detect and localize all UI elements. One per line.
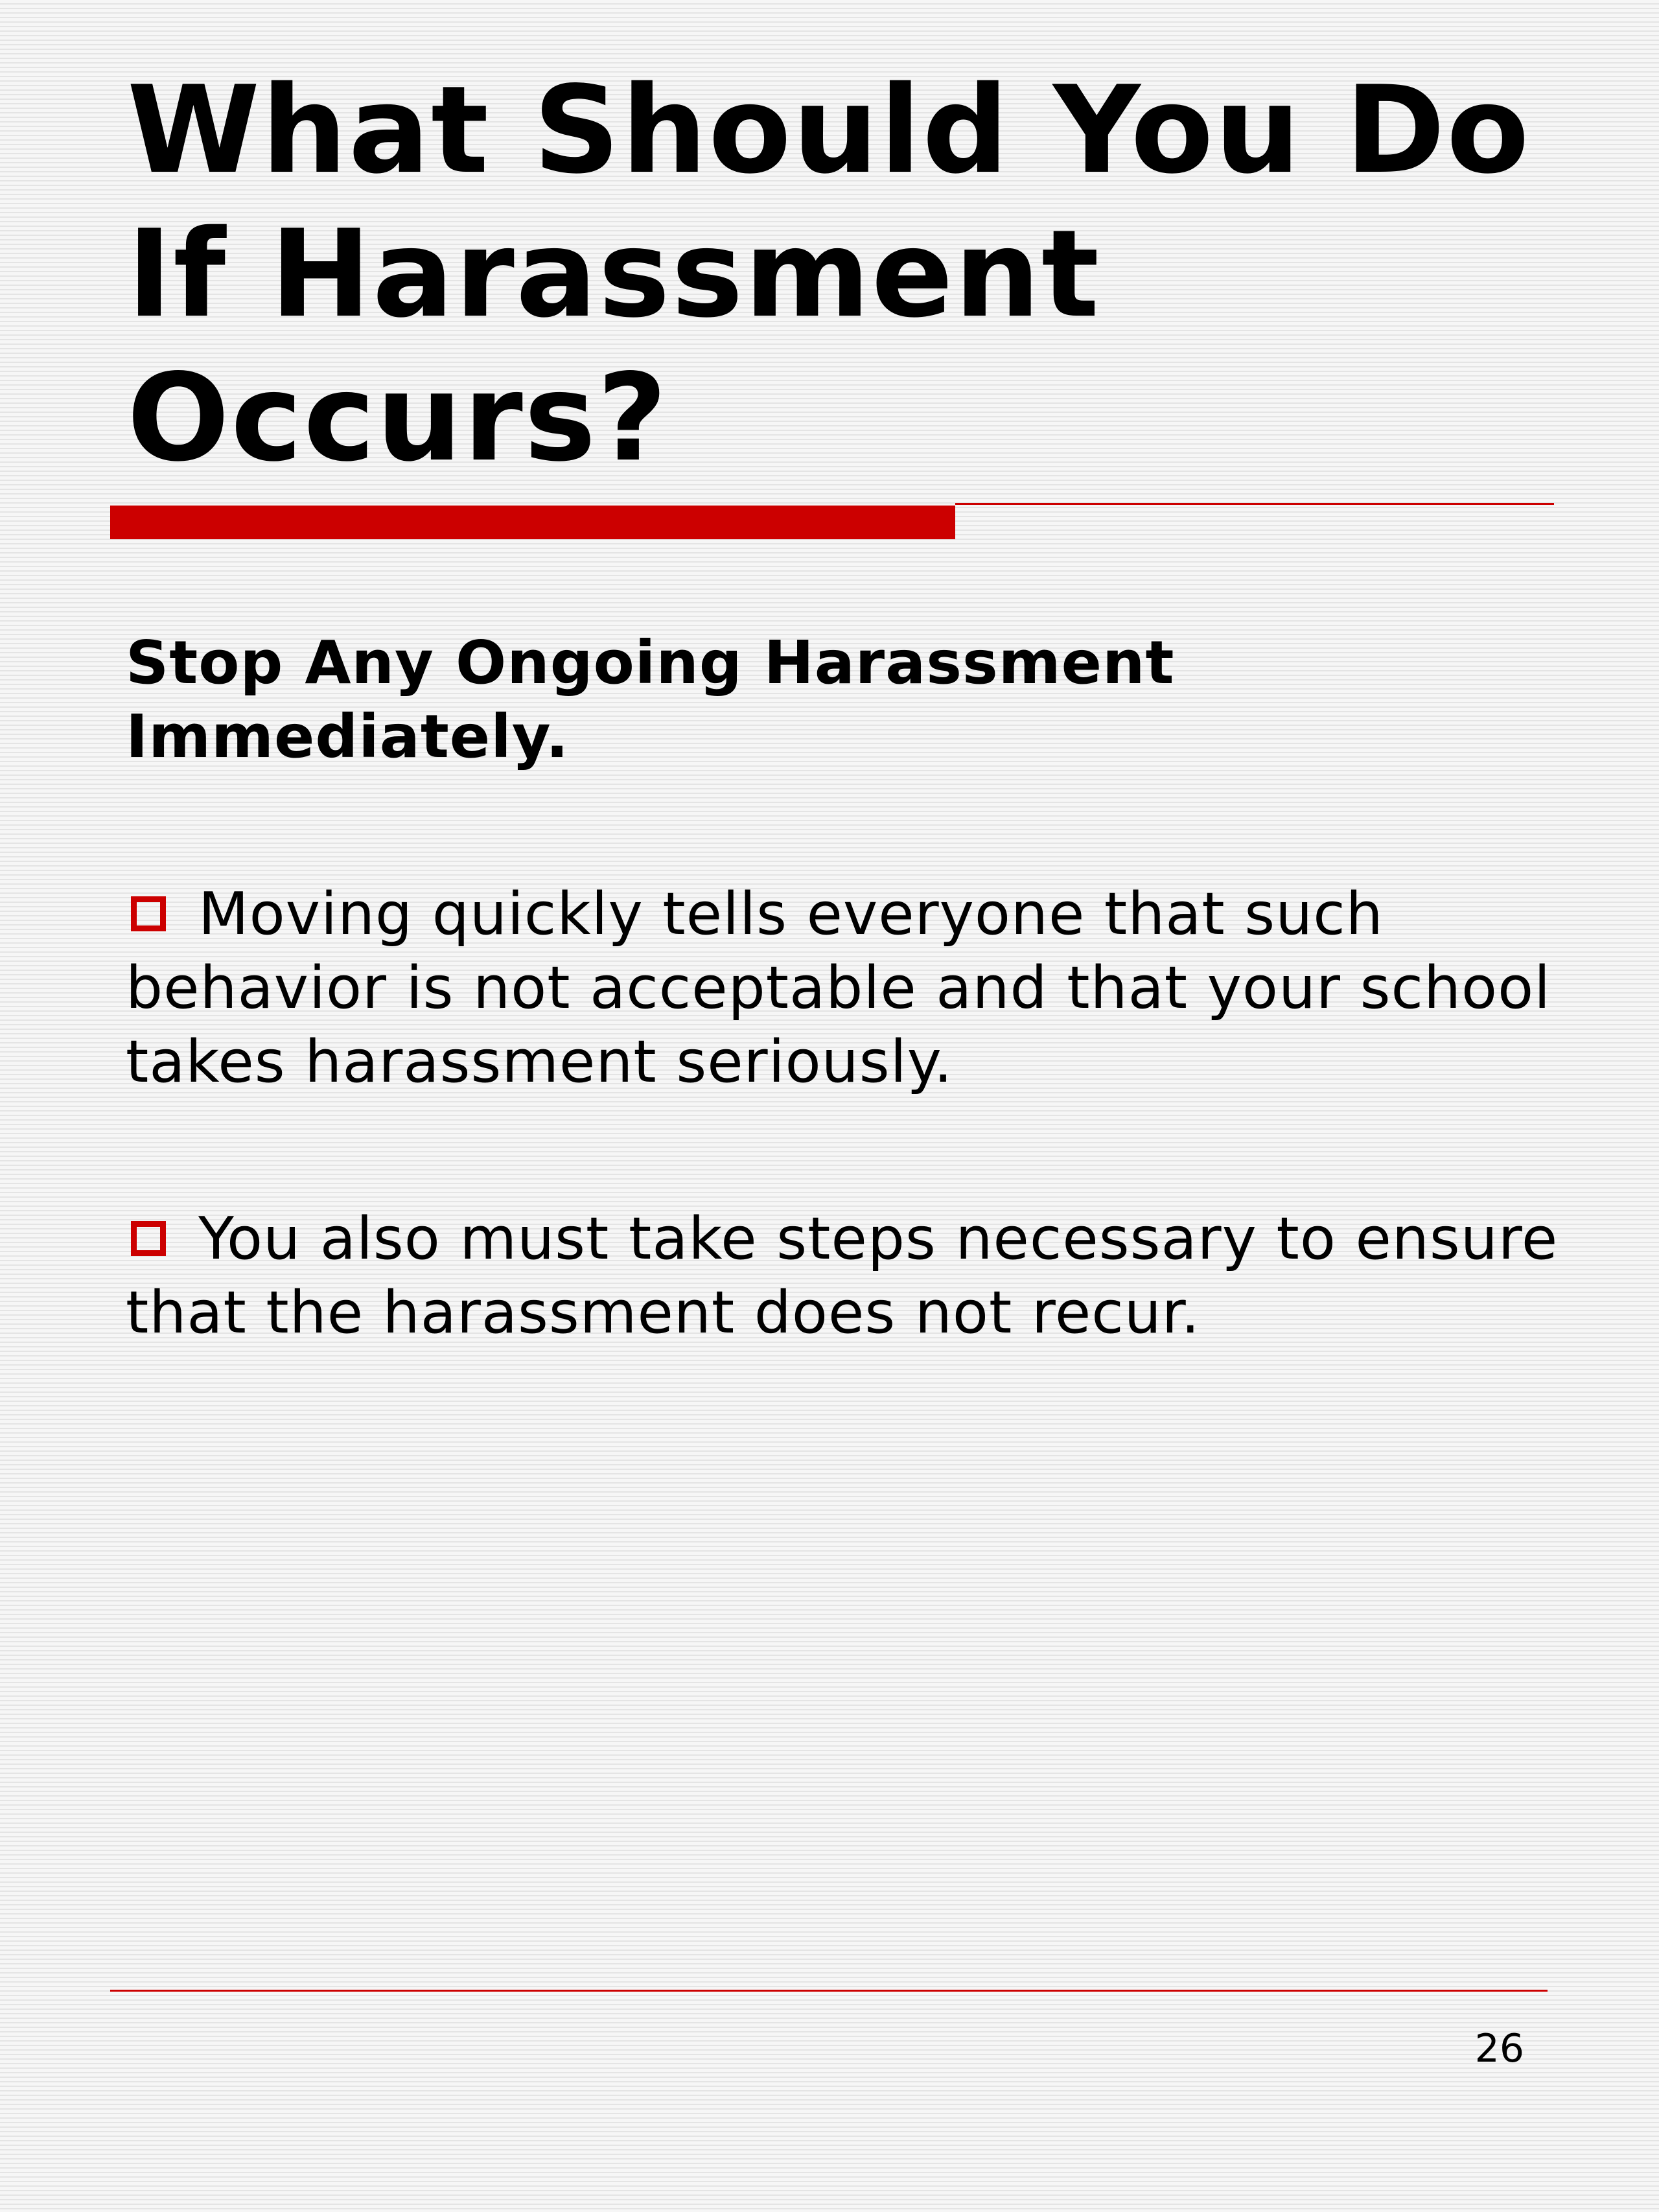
slide-title: What Should You Do If Harassment Occurs? [127,60,1531,488]
hollow-square-bullet-icon [131,1221,166,1256]
title-underline-thin [955,503,1554,505]
bullet-item [126,1202,1577,1350]
hollow-square-bullet-icon [131,896,166,931]
page-number: 26 [1474,2026,1524,2071]
bullet-text: You also must take steps necessary to ensure that the harassment does not recur. [126,1205,1559,1347]
bullet-text: Moving quickly tells everyone that such behavior is not acceptable and that your school takes harassment seriously. [126,880,1551,1096]
slide-subheading: Stop Any Ongoing Harassment Immediately. [126,628,1175,771]
footer-divider [110,1990,1548,1992]
bullet-item [126,878,1577,1099]
title-underline-thick [110,506,955,539]
